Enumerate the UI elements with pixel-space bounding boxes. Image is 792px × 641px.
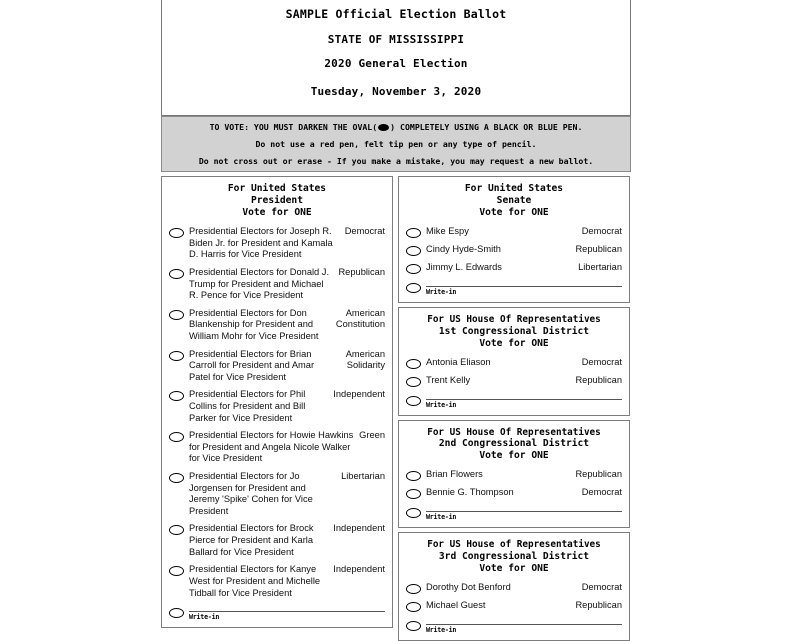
contest-house2-title-line1: For US House Of Representatives [427, 426, 601, 438]
vote-oval[interactable] [406, 621, 421, 631]
candidate-row[interactable] [169, 308, 385, 343]
candidate-name: Presidential Electors for Brian Carroll for President and Amar Patel for Vice President [189, 348, 315, 382]
candidate-party: Democrat [581, 356, 622, 367]
write-in-label: Write-in [426, 288, 457, 297]
vote-oval[interactable] [406, 489, 421, 499]
candidate-party: American Constitution [335, 307, 385, 330]
vote-oval[interactable] [406, 228, 421, 238]
candidate-party: Republican [575, 244, 622, 255]
candidate-party: Republican [575, 374, 622, 385]
write-in-row[interactable] [406, 280, 622, 296]
vote-oval[interactable] [169, 525, 184, 535]
contest-senate-title-line1: For United States [464, 183, 564, 195]
write-in-field[interactable] [426, 280, 622, 296]
ballot-page [161, 0, 631, 641]
vote-oval[interactable] [406, 584, 421, 594]
candidate-row[interactable] [169, 471, 385, 517]
contest-senate-title [406, 183, 622, 207]
candidate-party: Republican [575, 469, 622, 480]
contest-senate-vote-for: Vote for ONE [479, 207, 549, 219]
candidate-name: Brian Flowers [426, 469, 483, 480]
candidate-party: Democrat [344, 226, 385, 237]
candidate-row[interactable] [169, 349, 385, 384]
ballot-column-left [161, 176, 393, 628]
contest-president-title-line1: For United States [227, 183, 327, 195]
contest-house1-title-line1: For US House Of Representatives [427, 314, 601, 326]
write-in-field[interactable] [189, 605, 385, 621]
vote-oval[interactable] [406, 246, 421, 256]
vote-oval[interactable] [406, 471, 421, 481]
write-in-label: Write-in [426, 625, 457, 634]
candidate-name: Mike Espy [426, 226, 469, 237]
vote-oval[interactable] [406, 396, 421, 406]
candidate-row[interactable] [406, 244, 622, 256]
ballot-election-name: 2020 General Election [324, 56, 468, 70]
candidate-row[interactable] [406, 357, 622, 369]
instruction-line-1 [166, 123, 626, 131]
contest-house2-vote-for: Vote for ONE [479, 450, 549, 462]
ballot-election-date: Tuesday, November 3, 2020 [310, 84, 482, 98]
vote-oval[interactable] [169, 432, 184, 442]
candidate-row[interactable] [406, 375, 622, 387]
write-in-row[interactable] [406, 618, 622, 634]
candidate-row[interactable] [406, 600, 622, 612]
contest-president-vote-for: Vote for ONE [242, 207, 312, 219]
candidate-row[interactable] [406, 582, 622, 594]
write-in-field[interactable] [426, 393, 622, 409]
candidate-party: Democrat [581, 487, 622, 498]
candidate-name: Cindy Hyde-Smith [426, 244, 501, 255]
candidate-name: Presidential Electors for Joseph R. Biden Jr. for President and Kamala D. Harris for Vice President [189, 226, 333, 260]
write-in-field[interactable] [426, 505, 622, 521]
candidate-party: American Solidarity [345, 348, 385, 371]
instruction-line-1-before: TO VOTE: YOU MUST DARKEN THE OVAL( [209, 121, 378, 132]
filled-oval-icon [378, 124, 389, 131]
candidate-name: Presidential Electors for Jo Jorgensen for President and Jeremy 'Spike' Cohen for Vice President [189, 471, 313, 516]
contest-senate-title-line2: Senate [496, 195, 532, 207]
candidate-name: Presidential Electors for Howie Hawkins for President and Angela Nicole Walker for Vice President [189, 430, 354, 464]
candidate-name: Presidential Electors for Don Blankenship for President and William Mohr for Vice President [189, 307, 319, 341]
vote-oval[interactable] [169, 310, 184, 320]
ballot-title: SAMPLE Official Election Ballot [285, 7, 507, 21]
vote-oval[interactable] [169, 608, 184, 618]
write-in-row[interactable] [169, 605, 385, 621]
candidate-name: Bennie G. Thompson [426, 487, 514, 498]
vote-oval[interactable] [169, 228, 184, 238]
contest-house3-title [406, 539, 622, 563]
contest-house-district-1 [398, 307, 630, 416]
vote-oval[interactable] [406, 602, 421, 612]
ballot-column-right [398, 176, 630, 641]
candidate-name: Michael Guest [426, 599, 486, 610]
candidate-party: Independent [333, 389, 385, 400]
candidate-row[interactable] [406, 226, 622, 238]
candidate-name: Presidential Electors for Donald J. Trump for President and Michael R. Pence for Vice President [189, 266, 330, 301]
candidate-name: Presidential Electors for Brock Pierce for President and Karla Ballard for Vice President [189, 523, 314, 557]
contest-president [161, 176, 393, 628]
candidate-party: Republican [575, 599, 622, 610]
vote-oval[interactable] [406, 508, 421, 518]
instruction-line-3: Do not cross out or erase - If you make a mistake, you may request a new ballot. [198, 155, 594, 166]
vote-oval[interactable] [169, 351, 184, 361]
write-in-row[interactable] [406, 393, 622, 409]
instruction-line-2: Do not use a red pen, felt tip pen or any type of pencil. [255, 138, 537, 149]
contest-house3-vote-for: Vote for ONE [479, 562, 549, 574]
candidate-party: Democrat [581, 226, 622, 237]
write-in-line [426, 624, 622, 625]
candidate-party: Democrat [581, 581, 622, 592]
candidate-party: Libertarian [578, 262, 622, 273]
vote-oval[interactable] [169, 473, 184, 483]
contest-house3-title-line1: For US House of Representatives [427, 539, 601, 551]
vote-oval[interactable] [169, 391, 184, 401]
candidate-party: Republican [338, 266, 385, 277]
contest-house-district-2 [398, 420, 630, 529]
contest-house2-title [406, 427, 622, 451]
candidate-party: Green [359, 430, 385, 441]
ballot-state: STATE OF MISSISSIPPI [327, 32, 465, 46]
contest-president-title-line2: President [251, 195, 303, 207]
candidate-row[interactable] [406, 487, 622, 499]
write-in-line [426, 511, 622, 512]
candidate-name: Presidential Electors for Kanye West for President and Michelle Tidball for Vice President [189, 564, 321, 598]
candidate-row[interactable] [169, 267, 385, 302]
vote-oval[interactable] [406, 359, 421, 369]
candidate-row[interactable] [406, 262, 622, 274]
contest-house3-title-line2: 3rd Congressional District [438, 550, 590, 562]
candidate-party: Independent [333, 523, 385, 534]
contest-senate [398, 176, 630, 303]
write-in-line [426, 286, 622, 287]
candidate-name: Antonia Eliason [426, 356, 491, 367]
vote-oval[interactable] [406, 283, 421, 293]
write-in-line [426, 399, 622, 400]
vote-oval[interactable] [169, 269, 184, 279]
candidate-name: Trent Kelly [426, 374, 471, 385]
write-in-field[interactable] [426, 618, 622, 634]
candidate-row[interactable] [169, 430, 385, 465]
contest-house-district-3 [398, 532, 630, 641]
candidate-party: Independent [333, 564, 385, 575]
candidate-row[interactable] [406, 469, 622, 481]
vote-oval[interactable] [406, 264, 421, 274]
candidate-party: Libertarian [341, 471, 385, 482]
candidate-row[interactable] [169, 523, 385, 558]
instruction-line-1-after: ) COMPLETELY USING A BLACK OR BLUE PEN. [390, 121, 583, 132]
contest-house1-title [406, 314, 622, 338]
ballot-columns [161, 176, 631, 641]
candidate-row[interactable] [169, 564, 385, 599]
vote-oval[interactable] [406, 377, 421, 387]
write-in-row[interactable] [406, 505, 622, 521]
candidate-name: Jimmy L. Edwards [426, 262, 502, 273]
candidate-name: Dorothy Dot Benford [426, 581, 511, 592]
vote-oval[interactable] [169, 566, 184, 576]
write-in-label: Write-in [426, 400, 457, 409]
ballot-header [161, 0, 631, 116]
candidate-row[interactable] [169, 226, 385, 261]
write-in-line [189, 611, 385, 612]
write-in-label: Write-in [189, 613, 220, 622]
candidate-row[interactable] [169, 389, 385, 424]
contest-president-title [169, 183, 385, 207]
contest-house1-title-line2: 1st Congressional District [438, 325, 590, 337]
contest-house2-title-line2: 2nd Congressional District [438, 438, 590, 450]
contest-house1-vote-for: Vote for ONE [479, 337, 549, 349]
candidate-name: Presidential Electors for Phil Collins for President and Bill Parker for Vice President [189, 389, 306, 423]
write-in-label: Write-in [426, 513, 457, 522]
voting-instructions [161, 116, 631, 173]
